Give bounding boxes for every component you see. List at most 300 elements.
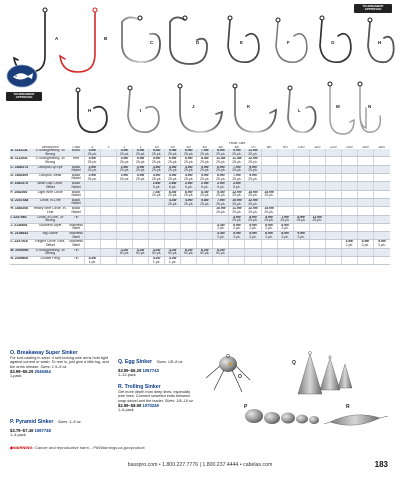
item-color: Tin (68, 248, 84, 256)
price-cell (116, 207, 132, 215)
tournament-badge-top: TOURNAMENT APPROVED (354, 4, 392, 13)
price-cell: 6.99/ 2-pk. (261, 223, 277, 231)
price-cell (84, 182, 100, 190)
price-cell: 3.99/ 25-pk. (149, 165, 165, 173)
column-header: 16/0 (362, 145, 369, 149)
price-cell (277, 149, 293, 157)
hook-letter-h-top: H (378, 40, 382, 45)
price-cell: 2.99/ 6-pk. (181, 182, 197, 190)
price-cell: 4.29/ 1-pk. (84, 257, 100, 265)
price-cell: 11.49/ 25-pk. (213, 157, 229, 165)
egg-sinker-icon (245, 409, 319, 424)
price-cell (133, 215, 149, 223)
price-cell (84, 190, 100, 198)
price-cell (341, 182, 357, 190)
column-header: 1 (139, 145, 142, 149)
hook-j (180, 88, 222, 132)
price-cell (213, 240, 229, 248)
price-cell: 3.59/ 2-pk. (341, 240, 357, 248)
column-header: 4/0 (202, 145, 208, 149)
table-row (10, 248, 390, 256)
price-cell: 6.99/ 25-pk. (165, 157, 181, 165)
page-footer: basspro.com • 1.800.227.7776 | 1.800.237.4444 • cabelas.com (127, 462, 273, 468)
price-cell (309, 257, 325, 265)
sinker-r-price: $2.99–$8.99 1070249 (118, 403, 159, 409)
hook-c (122, 17, 160, 62)
price-cell (293, 174, 309, 182)
sinker-r-block (118, 384, 198, 413)
price-cell (84, 207, 100, 215)
price-cell (341, 174, 357, 182)
price-cell (325, 165, 341, 173)
price-cell (277, 198, 293, 206)
price-cell (325, 149, 341, 157)
price-cell: 4.49/ 2-pk. (213, 223, 229, 231)
price-cell (181, 223, 197, 231)
table-body (10, 149, 390, 265)
column-header: 4 (91, 145, 94, 149)
price-cell: 2.69/ 6-pk. (165, 182, 181, 190)
warning-lead: WARNING: (13, 445, 34, 450)
hook-letter-a: A (55, 36, 59, 41)
price-cell (197, 223, 213, 231)
price-cell (309, 248, 325, 256)
item-code: H. 1840208 (10, 207, 32, 215)
price-cell: 4.99/ 25-pk. (116, 157, 132, 165)
price-cell (357, 198, 373, 206)
price-cell (357, 223, 373, 231)
sinker-q-title: Q. Egg Sinker (118, 359, 153, 365)
sinker-o-title: O. Breakaway Super Sinker (10, 350, 78, 356)
hook-illustrations (0, 0, 400, 140)
price-cell (116, 257, 132, 265)
price-cell (100, 174, 116, 182)
price-cell: 7.49/ 25-pk. (149, 190, 165, 198)
item-code: A. 1112141 (10, 149, 32, 157)
price-cell (133, 198, 149, 206)
price-cell: 2.99/ 6-pk. (197, 182, 213, 190)
price-cell (293, 157, 309, 165)
price-cell (84, 232, 100, 240)
price-cell: 3.25/ 50-pk. (116, 248, 132, 256)
column-header: Color (72, 145, 81, 149)
price-cell (325, 232, 341, 240)
price-cell (277, 190, 293, 198)
price-cell (100, 248, 116, 256)
price-cell (373, 248, 390, 256)
sinker-o-unit: 1-pack (10, 374, 22, 379)
price-cell (84, 248, 100, 256)
price-cell: 5.89/ 25-pk. (197, 198, 213, 206)
price-cell (149, 240, 165, 248)
price-cell: 5.99/ 25-pk. (197, 165, 213, 173)
price-cell: 4.29/ 1-pk. (149, 257, 165, 265)
price-cell: 2.99/ 25-pk. (116, 165, 132, 173)
item-description: Southern-Style (32, 223, 68, 231)
price-cell (309, 149, 325, 157)
sinker-p-title: P. Pyramid Sinker (10, 419, 54, 425)
column-header: 9/0 (282, 145, 288, 149)
table-row (10, 257, 390, 265)
price-cell: 11.99/ 25-pk. (229, 207, 245, 215)
hook-l (288, 90, 316, 132)
item-color: Red (68, 157, 84, 165)
price-cell: 7.99/ 25-pk. (277, 215, 293, 223)
price-cell: 4.29/ 1-pk. (165, 257, 181, 265)
hook-letter-i: I (140, 108, 142, 113)
price-cell (357, 207, 373, 215)
price-cell (325, 157, 341, 165)
price-cell (341, 157, 357, 165)
price-cell: 5.99/ 2-pk. (245, 232, 261, 240)
table-row (10, 174, 390, 182)
price-cell (325, 207, 341, 215)
price-cell: 4.99/ 25-pk. (165, 174, 181, 182)
item-description: Ringed Circle Tuna, Offset (32, 240, 68, 248)
column-header: 3/0 (186, 145, 192, 149)
price-cell: 3.99/ 25-pk. (133, 165, 149, 173)
table-row (10, 232, 390, 240)
item-code: C. 1640274 (10, 165, 32, 173)
table-row (10, 240, 390, 248)
price-cell (341, 223, 357, 231)
column-header: 5/0 (218, 145, 224, 149)
column-header: 11/0 (314, 145, 321, 149)
price-cell (277, 240, 293, 248)
price-cell: 9.99/ 25-pk. (245, 174, 261, 182)
price-cell (309, 240, 325, 248)
price-cell: 6.99/ 25-pk. (181, 157, 197, 165)
price-cell (100, 198, 116, 206)
price-cell (357, 190, 373, 198)
price-cell (341, 232, 357, 240)
hook-n (360, 86, 380, 132)
price-cell: 9.99/ 2-pk. (293, 232, 309, 240)
hook-m (330, 86, 354, 134)
price-cell: 6.29/ 50-pk. (181, 248, 197, 256)
price-cell (309, 223, 325, 231)
column-header: 2/0 (170, 145, 176, 149)
price-cell (357, 182, 373, 190)
column-header: 10/0 (297, 145, 305, 149)
column-header: 18/0 (378, 145, 386, 149)
item-color: Stainless Steel (69, 239, 83, 247)
item-color: Black Nickel (68, 207, 84, 215)
price-cell: 5.49/ 25-pk. (149, 149, 165, 157)
price-cell (293, 207, 309, 215)
hook-g (320, 20, 351, 62)
price-cell: 4.99/ 25-pk. (84, 157, 100, 165)
price-cell (181, 240, 197, 248)
price-cell (309, 165, 325, 173)
item-description: Big Game (32, 232, 68, 240)
price-cell (245, 240, 261, 248)
item-description: Light Wire Circle (32, 190, 68, 198)
price-cell (245, 248, 261, 256)
price-cell (100, 190, 116, 198)
price-cell (165, 232, 181, 240)
price-cell (341, 198, 357, 206)
hook-letter-f: F (287, 40, 290, 45)
price-cell (181, 257, 197, 265)
item-code: E. 1082475 (10, 182, 32, 190)
price-cell (213, 215, 229, 223)
price-cell (181, 215, 197, 223)
sinker-q-price: $3.99–$6.29 1067743 (118, 368, 159, 373)
price-cell (261, 248, 277, 256)
price-cell (373, 190, 390, 198)
price-cell (293, 165, 309, 173)
price-cell (133, 223, 149, 231)
item-code: I. 2237564 (10, 215, 32, 223)
table-row (10, 165, 390, 173)
price-cell (197, 215, 213, 223)
price-cell (293, 257, 309, 265)
price-cell: 4.29/ 50-pk. (165, 248, 181, 256)
item-description: O'Shaughnessy, 3x Strong (32, 149, 68, 157)
price-cell (149, 215, 165, 223)
price-cell (245, 182, 261, 190)
item-code: N. 2449608 (10, 257, 32, 265)
price-cell (373, 198, 390, 206)
price-cell (100, 232, 116, 240)
price-cell (133, 190, 149, 198)
hook-letter-n: N (368, 104, 372, 109)
price-cell: 8.49/ 25-pk. (197, 190, 213, 198)
item-description: O'Shaughnessy, 3x Strong (32, 157, 68, 165)
pyramid-sinker-icon (298, 352, 352, 394)
price-cell: 5.99/ 25-pk. (165, 149, 181, 157)
item-code: J. 2136851 (10, 223, 32, 231)
price-cell (149, 198, 165, 206)
price-cell: 5.99/ 2-pk. (229, 232, 245, 240)
tournament-badge-mid: TOURNAMENT APPROVED (6, 92, 42, 101)
price-cell (133, 257, 149, 265)
table-row (10, 157, 390, 165)
sinker-q-unit: 1–12-pack (118, 373, 136, 377)
label-q: Q (292, 360, 296, 366)
price-cell (261, 257, 277, 265)
price-cell: 7.99/ 25-pk. (229, 174, 245, 182)
price-cell (165, 207, 181, 215)
price-cell (149, 223, 165, 231)
price-cell (357, 165, 373, 173)
hook-h2 (78, 92, 107, 132)
price-cell (100, 215, 116, 223)
sinker-o-block (10, 350, 115, 379)
item-description: Circle, In-Line, 2x Strong (32, 215, 68, 223)
price-cell (373, 223, 390, 231)
price-cell (325, 198, 341, 206)
price-cell: 6.99/ 25-pk. (213, 165, 229, 173)
item-color: Black (68, 149, 84, 157)
item-color: Black Nickel (68, 182, 84, 190)
price-cell (116, 215, 132, 223)
item-description: Octopus Up Eye (32, 165, 68, 173)
price-cell (197, 207, 213, 215)
sinker-o-price: $3.99–$5.29 2046364 (10, 369, 51, 375)
hook-letter-c: C (150, 40, 154, 45)
price-cell (293, 248, 309, 256)
item-description: Octopus, Beak (32, 174, 68, 182)
price-cell (373, 149, 390, 157)
warning-text: Cancer and reproductive harm – P65Warnings.ca.gov/product (33, 445, 145, 450)
price-cell (309, 157, 325, 165)
table-row (10, 182, 390, 190)
price-cell: 2.99/ 25-pk. (84, 165, 100, 173)
price-cell (100, 257, 116, 265)
price-cell (116, 240, 132, 248)
price-cell: 12.99/ 25-pk. (245, 198, 261, 206)
sinker-q-title-line: Q. Egg Sinker Sizes: 1/8–8 oz. (118, 359, 184, 365)
price-cell (325, 190, 341, 198)
item-code: B. 1112531 (10, 157, 32, 165)
price-cell (373, 174, 390, 182)
label-r: R (346, 404, 350, 410)
column-header: 7/0 (250, 145, 256, 149)
price-cell (165, 240, 181, 248)
table-row (10, 207, 390, 215)
hook-letter-b: B (104, 36, 108, 41)
price-cell (165, 215, 181, 223)
price-cell (293, 240, 309, 248)
hook-size-table (10, 142, 390, 265)
price-cell: 4.49/ 25-pk. (165, 198, 181, 206)
sinker-o-body: For surf-casting in sand. 4 self-locking wire arms hold tight against current or wash. To reel in, just give a little tug, and the arms release. Sizes: 1.5–5 oz. (10, 356, 109, 369)
column-header: 3 (107, 145, 110, 149)
hook-f (276, 22, 307, 62)
price-cell (133, 240, 149, 248)
price-cell (100, 157, 116, 165)
price-cell (325, 174, 341, 182)
column-header: 2 (123, 145, 126, 149)
hook-letter-g: G (331, 40, 335, 45)
price-cell (341, 149, 357, 157)
price-cell (165, 223, 181, 231)
price-cell: 9.49/ 25-pk. (213, 190, 229, 198)
price-cell (261, 198, 277, 206)
price-cell: 11.99/ 25-pk. (309, 215, 325, 223)
price-cell (197, 257, 213, 265)
price-cell: 7.99/ 25-pk. (197, 149, 213, 157)
price-cell (373, 207, 390, 215)
item-code: K. 2136843 (10, 232, 32, 240)
price-cell (277, 248, 293, 256)
price-cell (213, 257, 229, 265)
price-cell (357, 157, 373, 165)
item-code: M. 2449595 (10, 248, 32, 256)
table-row (10, 215, 390, 223)
price-cell (277, 257, 293, 265)
price-cell (133, 182, 149, 190)
price-cell: 6.99/ 25-pk. (213, 174, 229, 182)
price-cell (373, 257, 390, 265)
price-cell (341, 190, 357, 198)
price-cell: 6.99/ 25-pk. (181, 149, 197, 157)
column-header: 14/0 (346, 145, 353, 149)
price-cell: 8.99/ 2-pk. (277, 223, 293, 231)
price-cell: 5.99/ 25-pk. (133, 157, 149, 165)
price-cell (100, 165, 116, 173)
price-cell (277, 207, 293, 215)
price-cell: 4.99/ 25-pk. (165, 165, 181, 173)
hook-i (128, 90, 159, 132)
hook-letter-h: H (88, 108, 92, 113)
sinker-p-block (10, 410, 115, 437)
page-number: 183 (374, 460, 388, 469)
price-cell: 2.99/ 6-pk. (213, 182, 229, 190)
price-cell (197, 240, 213, 248)
price-cell (325, 215, 341, 223)
price-cell: 2.69/ 6-pk. (149, 182, 165, 190)
breakaway-sinker-icon (206, 354, 250, 392)
sinker-r-title: R. Trolling Sinker (118, 384, 161, 390)
price-cell (357, 248, 373, 256)
item-description: Wide-Gap Circle, Offset (32, 182, 68, 190)
price-cell: 6.29/ 50-pk. (213, 248, 229, 256)
price-cell: 6.99/ 25-pk. (181, 190, 197, 198)
anglers-logo (6, 64, 38, 88)
price-cell: 11.99/ 25-pk. (245, 149, 261, 157)
price-cell (325, 182, 341, 190)
price-cell (293, 182, 309, 190)
price-cell: 12.99/ 25-pk. (229, 190, 245, 198)
prop65-warning (10, 445, 145, 450)
price-cell (325, 240, 341, 248)
price-cell: 6.29/ 50-pk. (197, 248, 213, 256)
price-cell: 9.99/ 25-pk. (229, 149, 245, 157)
hook-a (14, 12, 45, 72)
item-color: Black Nickel (68, 198, 84, 206)
item-color: Black Nickel (68, 174, 84, 182)
price-cell (277, 157, 293, 165)
column-header: 12/0 (330, 145, 337, 149)
price-cell (181, 232, 197, 240)
price-cell (341, 248, 357, 256)
price-cell (245, 257, 261, 265)
price-cell (100, 207, 116, 215)
price-cell (229, 257, 245, 265)
sinker-p-unit: 1–4-pack (10, 433, 26, 437)
item-description: Heavy Wire Circle, In-Line (33, 206, 67, 214)
price-cell: 4.99/ 25-pk. (84, 149, 100, 157)
hook-e (228, 20, 259, 62)
price-cell (341, 207, 357, 215)
table-row (10, 198, 390, 206)
price-cell: 10.99/ 25-pk. (229, 198, 245, 206)
price-cell (341, 257, 357, 265)
price-cell: 4.99/ 25-pk. (229, 215, 245, 223)
price-cell (197, 232, 213, 240)
price-cell: 4.99/ 25-pk. (181, 165, 197, 173)
price-cell: 3.99/ 25-pk. (149, 174, 165, 182)
price-cell (309, 207, 325, 215)
price-cell (100, 223, 116, 231)
fish-logo-icon (6, 64, 38, 88)
price-cell: 4.49/ 2-pk. (213, 232, 229, 240)
price-cell (229, 240, 245, 248)
price-cell: 5.99/ 25-pk. (293, 215, 309, 223)
hook-d (170, 17, 207, 64)
item-color: Black Nickel (68, 165, 84, 173)
price-cell (341, 215, 357, 223)
price-cell (149, 207, 165, 215)
hook-k (235, 88, 276, 132)
price-cell: 5.99/ 25-pk. (197, 174, 213, 182)
column-header: 1/0 (154, 145, 159, 149)
price-cell: 5.99/ 25-pk. (149, 157, 165, 165)
price-cell (100, 240, 116, 248)
